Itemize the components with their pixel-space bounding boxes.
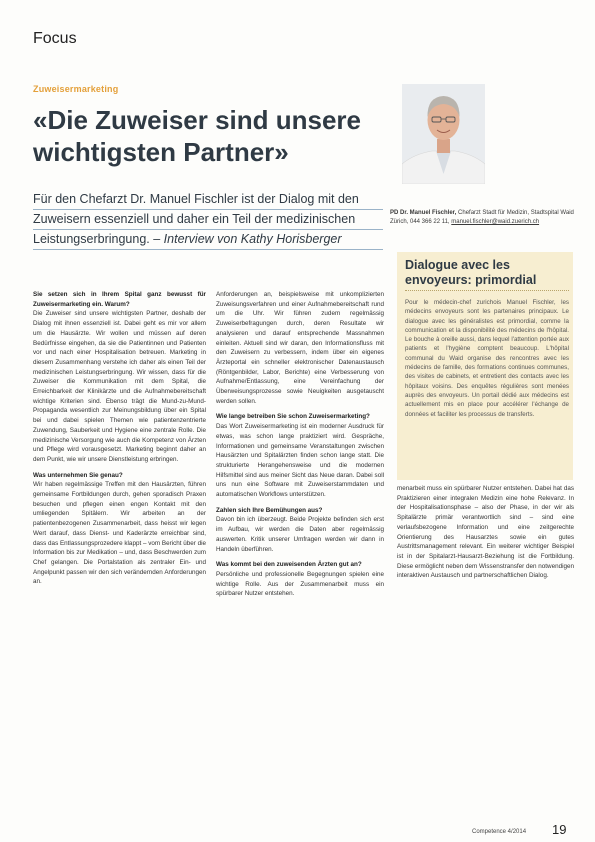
caption-text: Chefarzt Stadt für Medizin, Stadtspital Waid Zürich, 044 366 22 11, — [390, 210, 574, 225]
issue-label: Competence 4/2014 — [472, 829, 527, 835]
lead-line-3 — [33, 230, 383, 250]
caption-email: manuel.fischler@waid.zuerich.ch — [451, 218, 540, 225]
french-summary-divider — [405, 290, 569, 291]
article-column-1 — [33, 290, 206, 802]
french-summary-body: Pour le médecin-chef zurichois Manuel Fischler, les médecins envoyeurs sont les partenaires principaux. Le dialogue avec les généralistes est primordial, comme la communication et la disponibilité des médecins de l'hôpital. Le bouche à oreille aussi, dans lequel l'attention portée aux patients et l'hygiène comptent beaucoup. L'hôpital communal du Waid organise des rencontres avec les médecins de famille, des formations continues communes, des visites de cabinets, et entretient des contacts avec les hôpitaux voisins. Des enquêtes régulières sont menées auprès des envoyeurs. Un portail dédié aux médecins est actuellement mis en place pour accélérer l'échange de données et faciliter les processus de transferts. — [405, 299, 569, 418]
photo-caption — [390, 209, 580, 226]
interview-answer: Wir haben regelmässige Treffen mit den Hausärzten, führen gemeinsame Fortbildungen durch, gehen sporadisch Praxen besuchen und pflegen einen engen Kontakt mit den umliegenden Spitälern. Wir arbeiten an der patientenbezogenen Zusammenarbeit, dass heisst wir legen Wert darauf, dass Dienst- und Kaderärzte erreichbar sind, dass das Entlassungsprozedere klappt – vom Bericht über die Information bis zur Medikation – und, dass Beschwerden zum Chef gelangen. Die Portalstation als zentraler Ein- und Angelpunkt passen wir den sich verändernden Anforderungen an. — [33, 481, 206, 586]
author-credit: Interview von Kathy Horisberger — [163, 232, 342, 246]
section-title: Focus — [33, 30, 77, 47]
article-column-3 — [397, 484, 574, 734]
interview-question: Sie setzen sich in Ihrem Spital ganz bewusst für Zuweisermarketing ein. Warum? — [33, 291, 206, 308]
interview-question: Was unternehmen Sie genau? — [33, 471, 123, 479]
portrait-image — [402, 84, 485, 184]
interview-answer: Die Zuweiser sind unsere wichtigsten Partner, deshalb der Dialog mit ihnen essenziell ist. Dabei geht es mir vor allem um die Hausärzte. Wir wollen und müssen auf deren Bedürfnisse eingehen, da sie die Patientinnen und Patienten vor und nach einer Hospitalisation betreuen. Marketing in diesem Zusammenhang verstehe ich daher als einen Teil der medizinischen Leistungserbringung. Wir wissen, dass für die Zuweiser die Kommunikation mit dem Spital, die Erreichbarkeit der Klinikärzte und die Aufnahmebereitschaft wichtige Kriterien sind. Ebenso trägt die Mund-zu-Mund-Propaganda wesentlich zur Meinungsbildung über ein Spital bei und dabei spielen Themen wie patientenzentrierte Zuwendung, Sauberkeit und Hygiene eine zentrale Rolle. Die medizinische Versorgung wie auch die Kompetenz von Ärzten und Pflege wird vorausgesetzt. Marketing beginnt daher an dem Punkt, wie wir unsere Dienstleistung erbringen. — [33, 310, 206, 463]
lead — [33, 190, 383, 250]
interview-answer: Anforderungen an, beispielsweise mit unkomplizierten Zuweisungsverfahren und einer Aufnahmebereitschaft rund um die Uhr. Wir führen zudem regelmässig Zuweiserbefragungen durch, deren Resultate wir analysieren und darauf entsprechende Massnahmen einleiten. Aktuell sind wir daran, den Informationsfluss mit den Zuweisern zu verbessern, indem über ein eigenes Ärzteportal ein schneller elektronischer Datenaustausch (Röntgenbilder, Labor, Berichte) eine Verbesserung von Aufnahme/Entlassung, eine Vereinfachung der Überweisungsprozesse sowie Neuigkeiten ausgetauscht werden sollen. — [216, 291, 384, 405]
interview-question: Wie lange betreiben Sie schon Zuweisermarketing? — [216, 413, 370, 421]
interview-question: Zahlen sich Ihre Bemühungen aus? — [216, 506, 323, 514]
lead-line-1: Für den Chefarzt Dr. Manuel Fischler ist der Dialog mit den — [33, 190, 383, 210]
page-number: 19 — [552, 822, 567, 837]
portrait-photo — [402, 84, 485, 184]
lead-line-2: Zuweisern essenziell und daher ein Teil der medizinischen — [33, 210, 383, 230]
headline: «Die Zuweiser sind unsere wichtigsten Partner» — [33, 105, 362, 167]
interview-answer: menarbeit muss ein spürbarer Nutzer entstehen. Dabei hat das Praktizieren einer integralen Medizin eine hohe Relevanz. In der Hospitalisationsphase – also der Phase, in der wir als Spitalärzte primär verantwortlich sind – sind eine verlaufsbezogene Information und eine zeitgerechte Orientierung des Hausarztes sowie ein gutes Austrittsmanagement relevant. Ein weiterer wichtiger Beispiel ist in der Spitalarzt-Hausarzt-Beziehung ist die Fortbildung. Diese ermöglicht neben dem Wissenstransfer den notwendigen interaktiven Austausch und partnerschaftlichen Dialog. — [397, 485, 574, 580]
interview-answer: Davon bin ich überzeugt. Beide Projekte befinden sich erst im Aufbau, wir werden die Daten aber regelmässig auswerten. Kritik unserer Umfragen werden wir dann in Handeln überführen. — [216, 516, 384, 553]
french-summary-title: Dialogue avec les envoyeurs: primordial — [405, 258, 537, 287]
article-column-2 — [216, 290, 384, 802]
interview-answer: Das Wort Zuweisermarketing ist ein moderner Ausdruck für etwas, was schon lange praktiziert wird. Gespräche, Informationen und gemeinsame Veranstaltungen zwischen Hausärzten und Spitalärzten finden schon lange statt. Die strukturierte Herangehensweise und die modernen Hilfsmittel sind aus meiner Sicht das Neue daran. Dabei soll uns nun eine Software mit Zuweiserstammdaten und automatischen Workflows unterstützen. — [216, 423, 384, 499]
lead-last-line: Leistungserbringung. – — [33, 232, 161, 246]
caption-name: PD Dr. Manuel Fischler, — [390, 210, 457, 216]
interview-answer: Persönliche und professionelle Begegnungen spielen eine wichtige Rolle. Aus der Zusammenarbeit muss ein spürbarer Nutzer entstehen. — [216, 570, 384, 598]
kicker: Zuweisermarketing — [33, 84, 119, 94]
interview-question: Was kommt bei den zuweisenden Ärzten gut an? — [216, 561, 362, 569]
